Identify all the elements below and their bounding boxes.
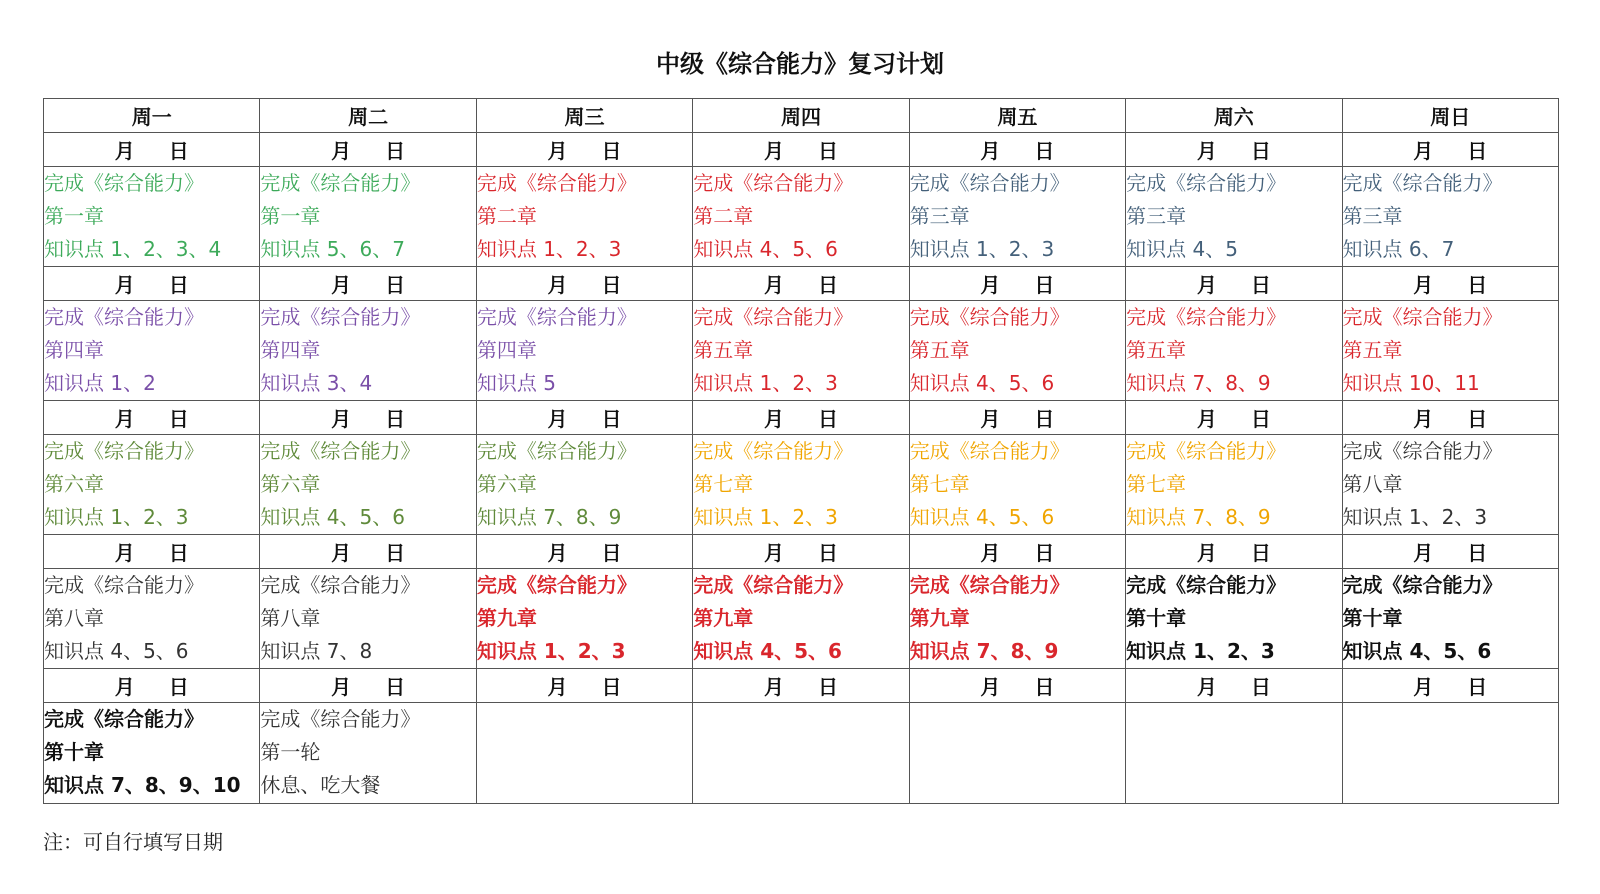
task-cell [1342,435,1558,535]
date-cell[interactable] [909,267,1125,301]
task-cell [1342,569,1558,669]
task-points: 知识点 6、7 [1342,237,1455,261]
task-title: 完成《综合能力》 [260,707,421,731]
task-points: 知识点 1、2、3 [693,371,838,395]
weekday-header-wed: 周三 [476,99,692,133]
date-cell[interactable] [1126,669,1342,703]
month-label: 月 [331,139,352,163]
task-chapter: 第十章 [44,740,104,764]
date-cell[interactable] [476,669,692,703]
task-cell [44,569,260,669]
day-label: 日 [168,139,189,163]
month-label: 月 [331,541,352,565]
task-chapter: 第四章 [476,338,537,362]
task-cell [1126,435,1342,535]
task-title: 完成《综合能力》 [260,171,421,195]
day-label: 日 [1250,139,1271,163]
date-cell[interactable] [909,669,1125,703]
task-points: 知识点 1、2、3 [476,639,626,663]
task-chapter: 第二章 [693,204,754,228]
day-label: 日 [1467,675,1488,699]
task-cell [909,569,1125,669]
month-label: 月 [1413,273,1434,297]
task-points: 休息、吃大餐 [260,773,381,797]
day-label: 日 [385,541,406,565]
date-cell[interactable] [1126,133,1342,167]
task-cell [693,435,909,535]
task-points: 知识点 3、4 [260,371,373,395]
date-cell[interactable] [44,535,260,569]
month-label: 月 [1413,407,1434,431]
task-cell [1342,301,1558,401]
month-label: 月 [1196,675,1217,699]
task-title: 完成《综合能力》 [1126,439,1287,463]
date-cell[interactable] [1342,535,1558,569]
weekday-header-sat: 周六 [1126,99,1342,133]
task-chapter: 第五章 [1342,338,1403,362]
task-title: 完成《综合能力》 [1126,573,1287,597]
task-cell [260,569,476,669]
task-title: 完成《综合能力》 [1342,171,1503,195]
task-title: 完成《综合能力》 [909,573,1070,597]
task-points: 知识点 4、5、6 [44,639,189,663]
task-title: 完成《综合能力》 [693,573,854,597]
task-chapter: 第七章 [693,472,754,496]
task-points: 知识点 7、8 [260,639,373,663]
date-cell[interactable] [1342,267,1558,301]
weekday-header-row [44,99,1559,133]
month-label: 月 [763,541,784,565]
day-label: 日 [601,541,622,565]
date-cell[interactable] [476,267,692,301]
date-cell[interactable] [909,133,1125,167]
task-title: 完成《综合能力》 [693,305,854,329]
task-chapter: 第五章 [693,338,754,362]
date-cell[interactable] [1342,401,1558,435]
month-label: 月 [114,675,135,699]
date-cell[interactable] [260,267,476,301]
weekday-header-sun: 周日 [1342,99,1558,133]
task-chapter: 第七章 [909,472,970,496]
task-points: 知识点 1、2、3、4 [44,237,222,261]
date-row [44,401,1559,435]
task-points: 知识点 4、5、6 [909,371,1055,395]
date-cell[interactable] [909,401,1125,435]
date-cell[interactable] [1126,267,1342,301]
task-cell [1342,167,1558,267]
weekday-header-tue: 周二 [260,99,476,133]
task-title: 完成《综合能力》 [44,707,204,731]
month-label: 月 [547,273,568,297]
task-points: 知识点 1、2、3 [909,237,1055,261]
task-chapter: 第六章 [476,472,537,496]
month-label: 月 [547,407,568,431]
task-chapter: 第一轮 [260,740,321,764]
task-points: 知识点 4、5、6 [1342,639,1492,663]
task-title: 完成《综合能力》 [909,439,1070,463]
task-chapter: 第八章 [260,606,321,630]
task-points: 知识点 1、2 [44,371,156,395]
task-cell [693,301,909,401]
task-title: 完成《综合能力》 [476,171,637,195]
month-label: 月 [331,407,352,431]
task-chapter: 第五章 [1126,338,1187,362]
task-cell [909,703,1125,804]
day-label: 日 [817,541,838,565]
month-label: 月 [114,139,135,163]
task-title: 完成《综合能力》 [1342,573,1503,597]
day-label: 日 [168,407,189,431]
task-points: 知识点 4、5 [1126,237,1238,261]
task-title: 完成《综合能力》 [260,439,421,463]
task-title: 完成《综合能力》 [1126,171,1287,195]
task-points: 知识点 4、5、6 [693,639,842,663]
task-title: 完成《综合能力》 [44,305,204,329]
task-row [44,301,1559,401]
day-label: 日 [601,407,622,431]
month-label: 月 [1196,407,1217,431]
day-label: 日 [1034,675,1055,699]
task-cell [44,301,260,401]
task-chapter: 第二章 [476,204,537,228]
task-points: 知识点 5 [476,371,556,395]
date-cell[interactable] [693,669,909,703]
month-label: 月 [1196,139,1217,163]
weekday-header-thu: 周四 [693,99,909,133]
task-points: 知识点 4、5、6 [260,505,405,529]
month-label: 月 [547,139,568,163]
task-points: 知识点 5、6、7 [260,237,405,261]
plan-table-body [44,99,1559,804]
date-cell[interactable] [260,535,476,569]
date-cell[interactable] [44,669,260,703]
task-chapter: 第六章 [260,472,321,496]
day-label: 日 [168,675,189,699]
task-title: 完成《综合能力》 [693,171,854,195]
month-label: 月 [1196,541,1217,565]
task-points: 知识点 7、8、9 [1126,371,1271,395]
date-cell[interactable] [44,401,260,435]
day-label: 日 [385,407,406,431]
footnote: 注：可自行填写日期 [43,830,223,854]
task-row [44,569,1559,669]
review-plan-table [43,98,1559,804]
task-points: 知识点 1、2、3 [1126,639,1275,663]
month-label: 月 [1413,675,1434,699]
date-cell[interactable] [476,535,692,569]
task-row [44,167,1559,267]
month-label: 月 [763,273,784,297]
task-cell [1126,703,1342,804]
date-cell[interactable] [476,133,692,167]
day-label: 日 [817,139,838,163]
date-row [44,669,1559,703]
task-title: 完成《综合能力》 [909,171,1070,195]
task-title: 完成《综合能力》 [1342,439,1503,463]
month-label: 月 [547,675,568,699]
day-label: 日 [385,675,406,699]
day-label: 日 [1034,139,1055,163]
task-cell [1126,301,1342,401]
task-chapter: 第三章 [909,204,970,228]
task-chapter: 第一章 [44,204,104,228]
date-cell[interactable] [1342,133,1558,167]
task-chapter: 第一章 [260,204,321,228]
month-label: 月 [980,675,1001,699]
task-row [44,703,1559,804]
weekday-header-mon: 周一 [44,99,260,133]
task-title: 完成《综合能力》 [44,573,204,597]
day-label: 日 [601,139,622,163]
month-label: 月 [331,675,352,699]
date-cell[interactable] [476,401,692,435]
month-label: 月 [763,407,784,431]
task-points: 知识点 7、8、9 [909,639,1059,663]
task-chapter: 第三章 [1342,204,1403,228]
task-title: 完成《综合能力》 [476,439,637,463]
date-row [44,267,1559,301]
date-cell[interactable] [260,401,476,435]
date-cell[interactable] [44,267,260,301]
task-points: 知识点 1、2、3 [693,505,838,529]
day-label: 日 [1034,273,1055,297]
task-title: 完成《综合能力》 [476,305,637,329]
task-cell [909,167,1125,267]
task-chapter: 第七章 [1126,472,1187,496]
task-cell [44,703,260,804]
day-label: 日 [817,675,838,699]
task-cell [1126,167,1342,267]
day-label: 日 [601,675,622,699]
month-label: 月 [547,541,568,565]
task-chapter: 第十章 [1342,606,1403,630]
task-title: 完成《综合能力》 [1342,305,1503,329]
month-label: 月 [763,139,784,163]
task-cell [1342,703,1558,804]
day-label: 日 [1467,407,1488,431]
date-cell[interactable] [693,133,909,167]
task-cell [260,435,476,535]
task-chapter: 第八章 [1342,472,1403,496]
date-cell[interactable] [909,535,1125,569]
month-label: 月 [980,541,1001,565]
weekday-header-fri: 周五 [909,99,1125,133]
task-title: 完成《综合能力》 [44,439,204,463]
task-title: 完成《综合能力》 [44,171,204,195]
task-title: 完成《综合能力》 [260,573,421,597]
date-cell[interactable] [693,535,909,569]
day-label: 日 [1467,541,1488,565]
month-label: 月 [331,273,352,297]
month-label: 月 [114,407,135,431]
task-cell [693,167,909,267]
task-cell [476,167,692,267]
task-cell [476,703,692,804]
task-title: 完成《综合能力》 [260,305,421,329]
task-points: 知识点 7、8、9、10 [44,773,241,797]
task-cell [476,569,692,669]
date-cell[interactable] [1126,535,1342,569]
day-label: 日 [1250,541,1271,565]
month-label: 月 [114,541,135,565]
day-label: 日 [817,273,838,297]
task-cell [260,167,476,267]
task-cell [1126,569,1342,669]
task-cell [909,301,1125,401]
month-label: 月 [114,273,135,297]
task-cell [44,435,260,535]
day-label: 日 [168,273,189,297]
page-title: 中级《综合能力》复习计划 [656,50,944,78]
month-label: 月 [980,407,1001,431]
day-label: 日 [1034,541,1055,565]
task-chapter: 第六章 [44,472,104,496]
task-points: 知识点 7、8、9 [1126,505,1271,529]
task-chapter: 第九章 [693,606,754,630]
task-chapter: 第四章 [44,338,104,362]
task-title: 完成《综合能力》 [476,573,637,597]
task-chapter: 第五章 [909,338,970,362]
task-cell [260,703,476,804]
task-title: 完成《综合能力》 [1126,305,1287,329]
task-cell [693,703,909,804]
task-points: 知识点 1、2、3 [1342,505,1488,529]
task-chapter: 第九章 [909,606,970,630]
task-cell [693,569,909,669]
task-title: 完成《综合能力》 [693,439,854,463]
month-label: 月 [1196,273,1217,297]
task-chapter: 第八章 [44,606,104,630]
task-title: 完成《综合能力》 [909,305,1070,329]
day-label: 日 [1250,675,1271,699]
date-cell[interactable] [260,133,476,167]
date-cell[interactable] [1342,669,1558,703]
day-label: 日 [385,273,406,297]
task-chapter: 第十章 [1126,606,1187,630]
task-cell [476,301,692,401]
day-label: 日 [1034,407,1055,431]
date-cell[interactable] [260,669,476,703]
task-cell [260,301,476,401]
month-label: 月 [980,273,1001,297]
date-row [44,133,1559,167]
day-label: 日 [168,541,189,565]
date-cell[interactable] [1126,401,1342,435]
day-label: 日 [601,273,622,297]
day-label: 日 [817,407,838,431]
task-points: 知识点 1、2、3 [476,237,622,261]
task-chapter: 第九章 [476,606,537,630]
task-chapter: 第四章 [260,338,321,362]
task-cell [44,167,260,267]
day-label: 日 [1250,407,1271,431]
task-cell [909,435,1125,535]
task-points: 知识点 10、11 [1342,371,1480,395]
day-label: 日 [1467,273,1488,297]
task-cell [476,435,692,535]
day-label: 日 [1467,139,1488,163]
date-cell[interactable] [44,133,260,167]
date-row [44,535,1559,569]
month-label: 月 [763,675,784,699]
month-label: 月 [1413,139,1434,163]
day-label: 日 [1250,273,1271,297]
task-points: 知识点 1、2、3 [44,505,189,529]
date-cell[interactable] [693,401,909,435]
month-label: 月 [980,139,1001,163]
date-cell[interactable] [693,267,909,301]
task-points: 知识点 7、8、9 [476,505,622,529]
month-label: 月 [1413,541,1434,565]
task-row [44,435,1559,535]
task-chapter: 第三章 [1126,204,1187,228]
task-points: 知识点 4、5、6 [909,505,1055,529]
task-points: 知识点 4、5、6 [693,237,838,261]
day-label: 日 [385,139,406,163]
